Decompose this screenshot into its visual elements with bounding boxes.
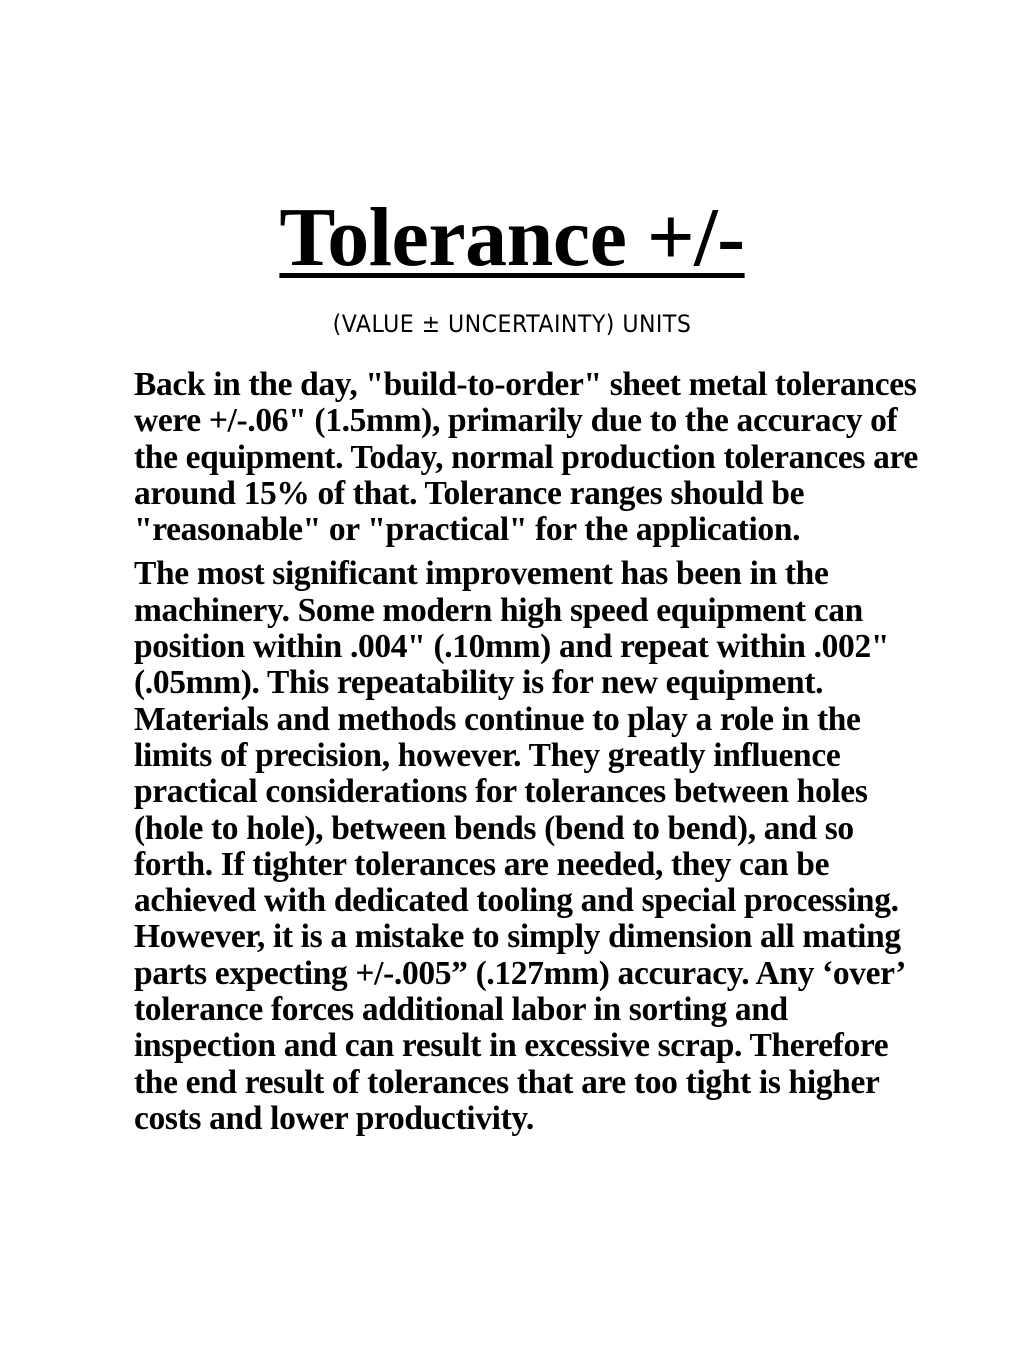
paragraph-1: Back in the day, "build-to-order" sheet metal tolerances were +/-.06" (1.5mm), primarily due to the accuracy of the equipment. Today, normal production tolerances are around 15% of that. Tolerance ranges should be "reasonable" or "practical" for the application. — [134, 366, 918, 549]
page-subtitle: (VALUE ± UNCERTAINTY) UNITS — [332, 310, 692, 338]
body-text — [134, 367, 934, 1137]
page-title — [0, 190, 1024, 286]
paragraph-2: The most significant improvement has been in the machinery. Some modern high speed equipment can position within .004" (.10mm) and repeat within .002" (.05mm). This repeatability is for new equipment. Materials and methods continue to play a role in the limits of precision, however. They greatly influence practical considerations for tolerances between holes (hole to hole), between bends (bend to bend), and so forth. If tighter tolerances are needed, they can be achieved with dedicated tooling and special processing. However, it is a mistake to simply dimension all mating parts expecting +/-.005” (.127mm) accuracy. Any ‘over’ tolerance forces additional labor in sorting and inspection and can result in excessive scrap. Therefore the end result of tolerances that are too tight is higher costs and lower productivity. — [134, 555, 904, 1137]
page-title-text: Tolerance +/- — [279, 191, 745, 284]
